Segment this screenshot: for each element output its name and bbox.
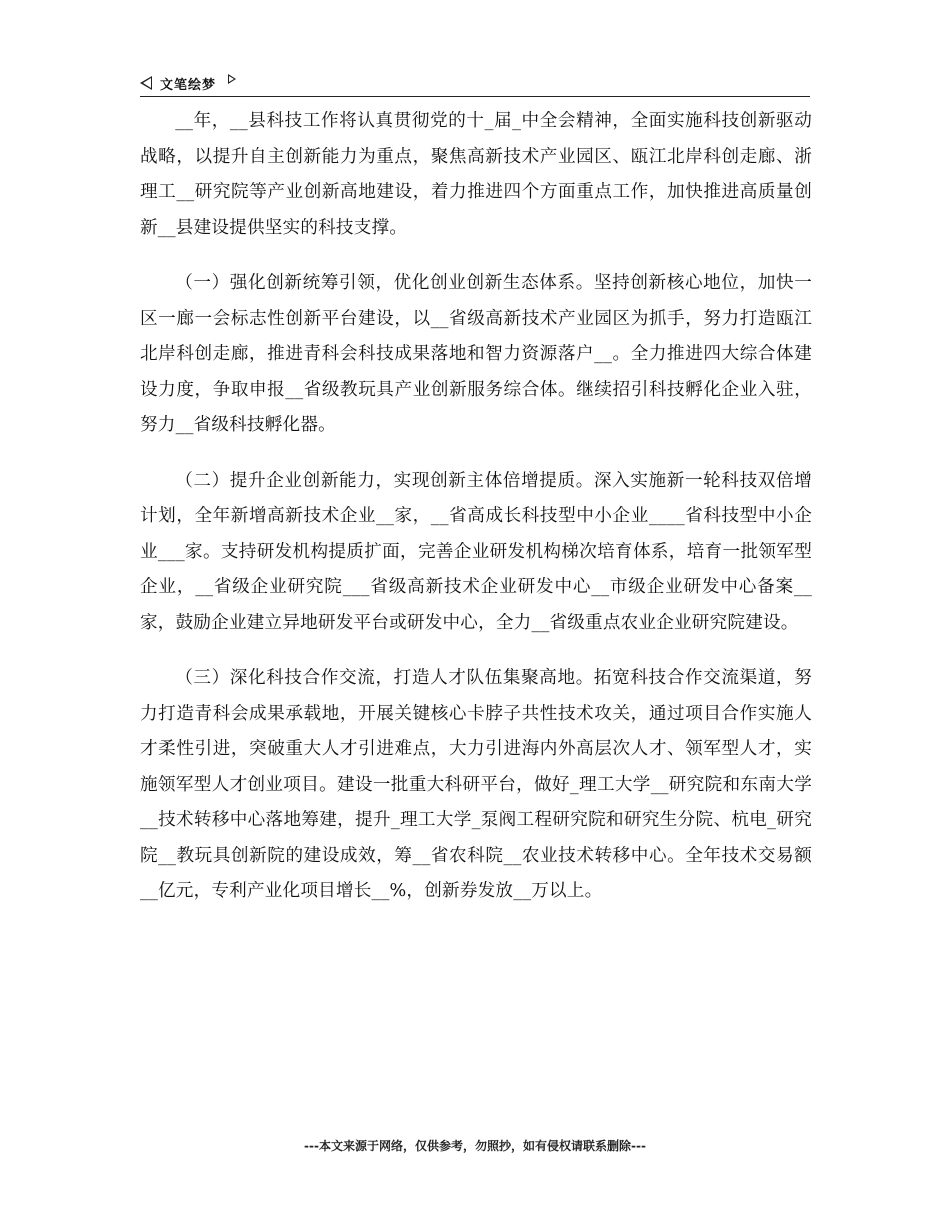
triangle-left-icon	[140, 76, 152, 90]
paragraph-section-1: （一）强化创新统筹引领，优化创业创新生态体系。坚持创新核心地位，加快一区一廊一会标志性创新平台建设，以__省级高新技术产业园区为抓手，努力打造瓯江北岸科创走廊，推进青科会科技成果落地和智力资源落户__。全力推进四大综合体建设力度，争取申报__省级教玩具产业创新服务综合体。继续招引科技孵化企业入驻，努力__省级科技孵化器。	[140, 273, 812, 435]
triangle-right-icon	[228, 74, 236, 84]
footer-notice: ---本文来源于网络，仅供参考，勿照抄，如有侵权请联系删除---	[304, 1139, 646, 1153]
paragraph-section-2: （二）提升企业创新能力，实现创新主体倍增提质。深入实施新一轮科技双倍增计划，全年新增高新技术企业__家，__省高成长科技型中小企业____省科技型中小企业___家。支持研发机构提质扩面，完善企业研发机构梯次培育体系，培育一批领军型企业，__省级企业研究院___省级高新技术企业研发中心__市级企业研发中心备案__家，鼓励企业建立异地研发平台或研发中心，全力__省级重点农业企业研究院建设。	[140, 470, 812, 633]
header-brand: 文笔绘梦	[160, 77, 217, 93]
document-body	[140, 104, 812, 930]
paragraph-intro: __年，__县科技工作将认真贯彻党的十_届_中全会精神，全面实施科技创新驱动战略，以提升自主创新能力为重点，聚焦高新技术产业园区、瓯江北岸科创走廊、浙理工__研究院等产业创新高地建设，着力推进四个方面重点工作，加快推进高质量创新__县建设提供坚实的科技支撑。	[140, 111, 812, 238]
page-header	[140, 70, 810, 97]
paragraph-section-3: （三）深化科技合作交流，打造人才队伍集聚高地。拓宽科技合作交流渠道，努力打造青科会成果承载地，开展关键核心卡脖子共性技术攻关，通过项目合作实施人才柔性引进，突破重大人才引进难点，大力引进海内外高层次人才、领军型人才，实施领军型人才创业项目。建设一批重大科研平台，做好_理工大学__研究院和东南大学__技术转移中心落地筹建，提升_理工大学_泵阀工程研究院和研究生分院、杭电_研究院__教玩具创新院的建设成效，筹__省农科院__农业技术转移中心。全年技术交易额__亿元，专利产业化项目增长__%，创新券发放__万以上。	[140, 668, 812, 901]
